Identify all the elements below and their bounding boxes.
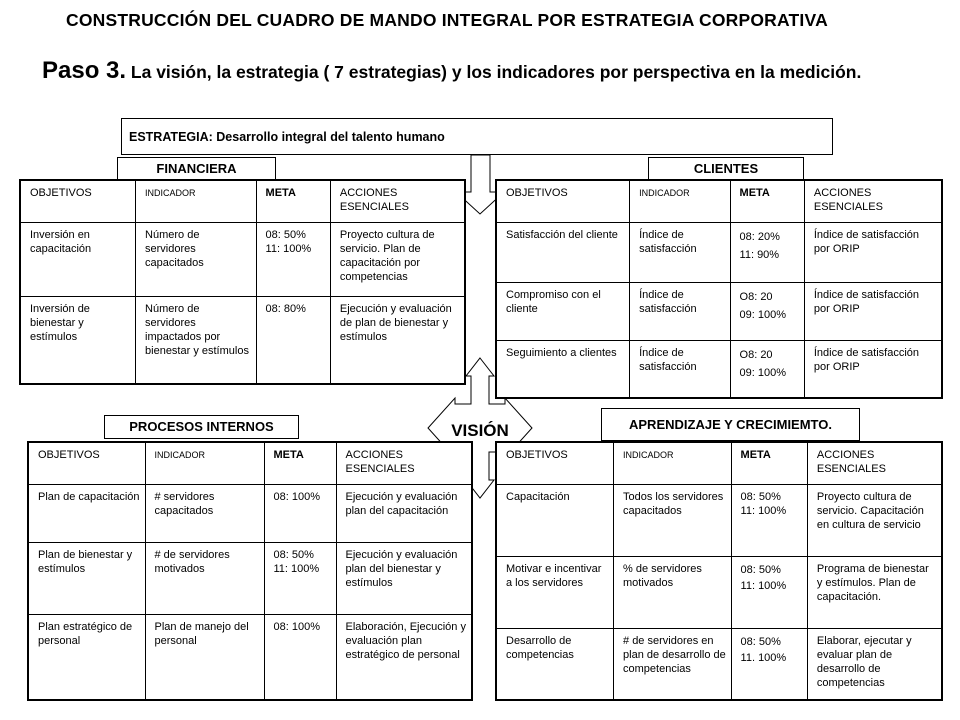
cell-objetivo: Capacitación (496, 484, 614, 556)
label-financiera: FINANCIERA (117, 157, 276, 180)
cell-meta: 08: 50% 11: 100% (731, 484, 807, 556)
cell-acciones: Proyecto cultura de servicio. Capacitación en cultura de servicio (807, 484, 942, 556)
table-header-row (28, 442, 472, 484)
cell-indicador: # de servidores motivados (145, 542, 264, 614)
step-text: La visión, la estrategia ( 7 estrategias) y los indicadores por perspectiva en la medición. (126, 62, 862, 82)
cell-indicador: Todos los servidores capacitados (614, 484, 732, 556)
cell-indicador: # de servidores en plan de desarrollo de competencias (614, 628, 732, 700)
cell-indicador: Número de servidores impactados por bienestar y estímulos (136, 296, 257, 384)
table-row (28, 484, 472, 542)
header-objetivos: OBJETIVOS (28, 442, 145, 484)
cell-indicador: # servidores capacitados (145, 484, 264, 542)
cell-meta: 08: 20% 11: 90% (730, 222, 804, 282)
table-header-row (496, 442, 942, 484)
header-acciones: ACCIONES ESENCIALES (330, 180, 465, 222)
cell-objetivo: Inversión de bienestar y estímulos (20, 296, 136, 384)
table-row (28, 542, 472, 614)
page-title: CONSTRUCCIÓN DEL CUADRO DE MANDO INTEGRAL POR ESTRATEGIA CORPORATIVA (66, 10, 828, 30)
header-meta: META (264, 442, 336, 484)
table-procesos-internos (27, 441, 473, 701)
cell-objetivo: Seguimiento a clientes (496, 340, 630, 398)
cell-meta: 08: 100% (264, 484, 336, 542)
cell-acciones: Ejecución y evaluación plan del capacitación (336, 484, 472, 542)
table-row (20, 296, 465, 384)
table-row (496, 222, 942, 282)
header-meta: META (730, 180, 804, 222)
cell-meta: 08: 50% 11: 100% (731, 556, 807, 628)
header-acciones: ACCIONES ESENCIALES (807, 442, 942, 484)
cell-meta: 08: 50% 11: 100% (264, 542, 336, 614)
header-meta: META (731, 442, 807, 484)
table-header-row (20, 180, 465, 222)
cell-indicador: Índice de satisfacción (630, 282, 730, 340)
table-clientes (495, 179, 943, 399)
table-header-row (496, 180, 942, 222)
cell-objetivo: Motivar e incentivar a los servidores (496, 556, 614, 628)
table-row (496, 340, 942, 398)
table-row (496, 484, 942, 556)
cell-objetivo: Desarrollo de competencias (496, 628, 614, 700)
cell-acciones: Índice de satisfacción por ORIP (804, 222, 942, 282)
cell-objetivo: Plan de capacitación (28, 484, 145, 542)
cell-acciones: Ejecución y evaluación plan del bienestar y estímulos (336, 542, 472, 614)
header-objetivos: OBJETIVOS (496, 180, 630, 222)
cell-meta: 08: 80% (256, 296, 330, 384)
cell-acciones: Programa de bienestar y estímulos. Plan de capacitación. (807, 556, 942, 628)
cell-acciones: Índice de satisfacción por ORIP (804, 340, 942, 398)
header-acciones: ACCIONES ESENCIALES (336, 442, 472, 484)
cell-acciones: Elaboración, Ejecución y evaluación plan estratégico de personal (336, 614, 472, 700)
table-financiera (19, 179, 466, 385)
table-row (20, 222, 465, 296)
cell-meta: 08: 50% 11. 100% (731, 628, 807, 700)
step-label: Paso 3. (42, 57, 127, 84)
cell-indicador: % de servidores motivados (614, 556, 732, 628)
cell-acciones: Elaborar, ejecutar y evaluar plan de desarrollo de competencias (807, 628, 942, 700)
strategy-box: ESTRATEGIA: Desarrollo integral del talento humano (121, 118, 833, 155)
table-row (496, 282, 942, 340)
cell-acciones: Proyecto cultura de servicio. Plan de capacitación por competencias (330, 222, 465, 296)
header-meta: META (256, 180, 330, 222)
label-procesos-internos: PROCESOS INTERNOS (104, 415, 299, 439)
header-indicador: INDICADOR (145, 442, 264, 484)
header-indicador: INDICADOR (136, 180, 257, 222)
header-indicador: INDICADOR (630, 180, 730, 222)
table-row (496, 556, 942, 628)
header-acciones: ACCIONES ESENCIALES (804, 180, 942, 222)
table-row (496, 628, 942, 700)
header-objetivos: OBJETIVOS (496, 442, 614, 484)
cell-objetivo: Plan de bienestar y estímulos (28, 542, 145, 614)
cell-indicador: Plan de manejo del personal (145, 614, 264, 700)
cell-objetivo: Plan estratégico de personal (28, 614, 145, 700)
cell-meta: O8: 20 09: 100% (730, 282, 804, 340)
cell-objetivo: Inversión en capacitación (20, 222, 136, 296)
cell-meta: 08: 50% 11: 100% (256, 222, 330, 296)
cell-meta: 08: 100% (264, 614, 336, 700)
label-aprendizaje: APRENDIZAJE Y CRECIMIEMTO. (601, 408, 860, 441)
cell-indicador: Índice de satisfacción (630, 222, 730, 282)
header-indicador: INDICADOR (614, 442, 732, 484)
label-clientes: CLIENTES (648, 157, 804, 180)
cell-meta: O8: 20 09: 100% (730, 340, 804, 398)
cell-indicador: Número de servidores capacitados (136, 222, 257, 296)
header-objetivos: OBJETIVOS (20, 180, 136, 222)
table-row (28, 614, 472, 700)
cell-acciones: Ejecución y evaluación de plan de bienestar y estímulos (330, 296, 465, 384)
cell-objetivo: Compromiso con el cliente (496, 282, 630, 340)
vision-label: VISIÓN (451, 421, 509, 440)
table-aprendizaje (495, 441, 943, 701)
cell-objetivo: Satisfacción del cliente (496, 222, 630, 282)
cell-indicador: Índice de satisfacción (630, 340, 730, 398)
cell-acciones: Índice de satisfacción por ORIP (804, 282, 942, 340)
